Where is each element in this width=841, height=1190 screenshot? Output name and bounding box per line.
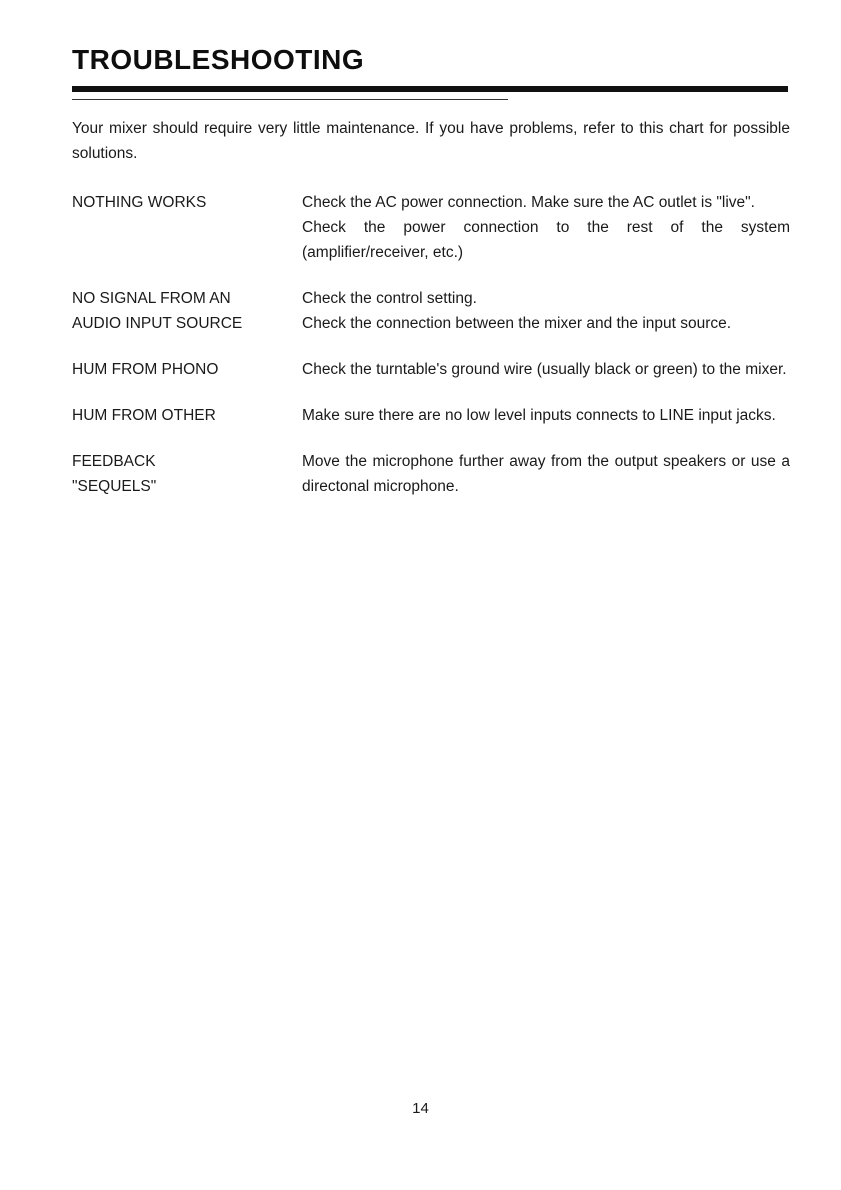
page-title: TROUBLESHOOTING xyxy=(72,44,365,75)
solution-text: Check the control setting. xyxy=(302,290,477,307)
solution-text: Move the microphone further away from the output speakers or use a directonal microphone. xyxy=(302,453,790,495)
page-number: 14 xyxy=(412,1100,429,1117)
solution-list xyxy=(302,403,790,428)
trouble-row-nothing-works xyxy=(72,190,790,265)
trouble-row-hum-from-phono xyxy=(72,357,790,382)
problem-label: NO SIGNAL FROM AN AUDIO INPUT SOURCE xyxy=(72,290,243,332)
problem-label: FEEDBACK "SEQUELS" xyxy=(72,453,157,495)
problem-label: NOTHING WORKS xyxy=(72,194,207,211)
solution-text: Make sure there are no low level inputs connects to LINE input jacks. xyxy=(302,407,776,424)
solution-text: Check the turntable's ground wire (usually black or green) to the mixer. xyxy=(302,361,787,378)
title-underline-thin xyxy=(72,99,508,100)
solution-text: Check the connection between the mixer and the input source. xyxy=(302,315,732,332)
troubleshooting-table xyxy=(72,190,790,520)
solution-list xyxy=(302,190,790,265)
solution-text: Check the AC power connection. Make sure the AC outlet is "live". xyxy=(302,194,755,211)
solution-list xyxy=(302,357,790,382)
intro-paragraph: Your mixer should require very little maintenance. If you have problems, refer to this chart for possible solutions. xyxy=(72,120,790,162)
trouble-row-hum-from-other xyxy=(72,403,790,428)
problem-label: HUM FROM OTHER xyxy=(72,407,216,424)
solution-text: Check the power connection to the rest of the system (amplifier/receiver, etc.) xyxy=(302,219,790,261)
title-underline-thick xyxy=(72,86,788,92)
trouble-row-no-signal xyxy=(72,286,790,336)
solution-list xyxy=(302,286,790,336)
problem-label: HUM FROM PHONO xyxy=(72,361,219,378)
trouble-row-feedback xyxy=(72,449,790,499)
solution-list xyxy=(302,449,790,499)
